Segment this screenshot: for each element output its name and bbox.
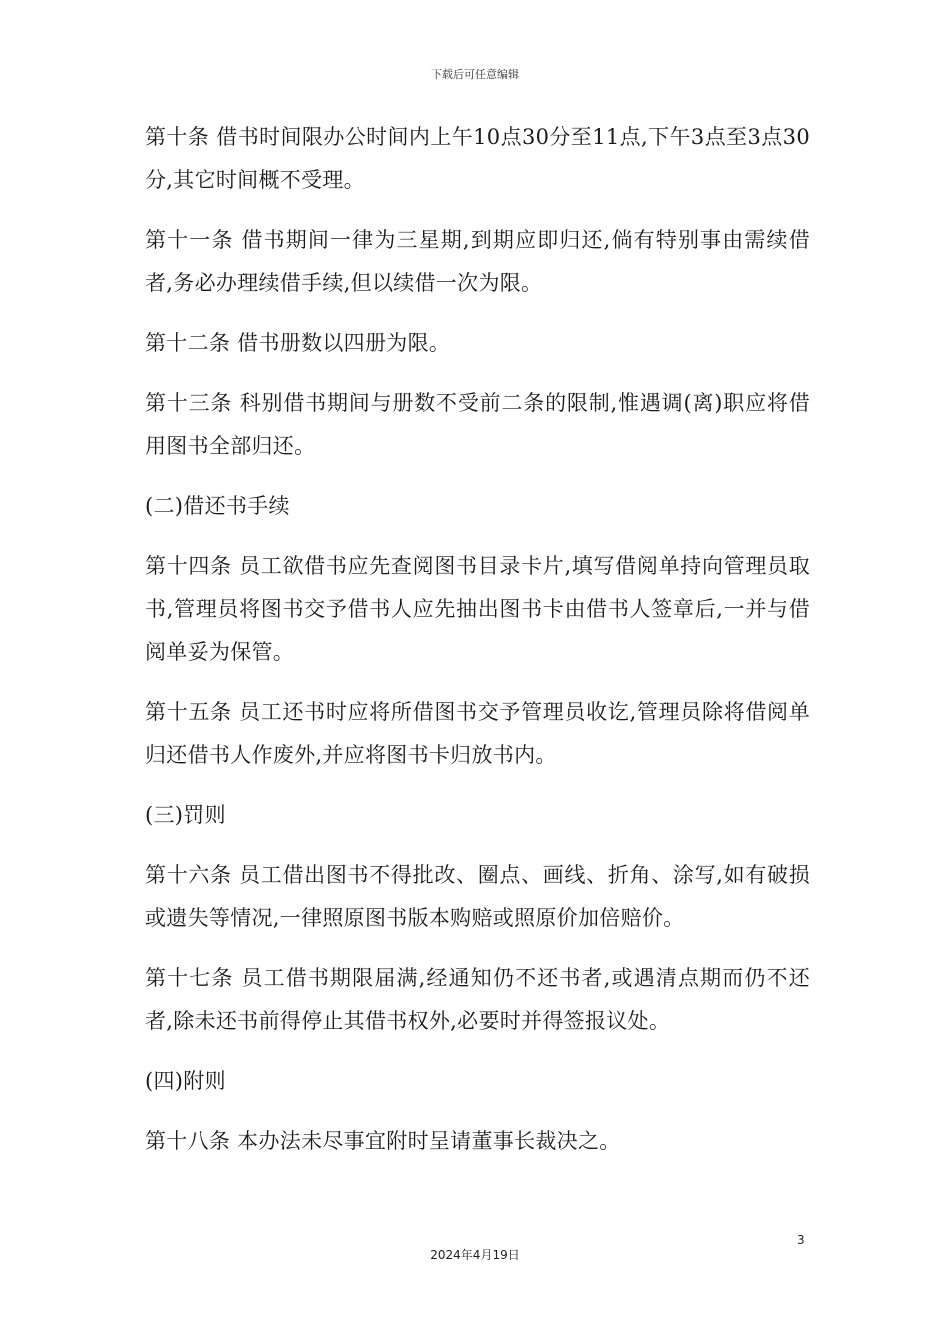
- section-heading-penalties: (三)罚则: [145, 803, 226, 827]
- article-14: 第十四条 员工欲借书应先查阅图书目录卡片,填写借阅单持向管理员取书,管理员将图书交予借书人应先抽出图书卡由借书人签章后,一并与借阅单妥为保管。: [145, 554, 810, 664]
- article-18: 第十八条 本办法未尽事宜附时呈请董事长裁决之。: [145, 1129, 621, 1153]
- article-13: 第十三条 科别借书期间与册数不受前二条的限制,惟遇调(离)职应将借用图书全部归还。: [145, 391, 810, 458]
- article-15: 第十五条 员工还书时应将所借图书交予管理员收讫,管理员除将借阅单归还借书人作废外,并应将图书卡归放书内。: [145, 700, 810, 767]
- article-10: 第十条 借书时间限办公时间内上午10点30分至11点,下午3点至3点30分,其它时间概不受理。: [145, 125, 810, 192]
- article-12: 第十二条 借书册数以四册为限。: [145, 331, 451, 355]
- section-heading-borrow-return: (二)借还书手续: [145, 494, 290, 518]
- article-17: 第十七条 员工借书期限届满,经通知仍不还书者,或遇清点期而仍不还者,除未还书前得停止其借书权外,必要时并得签报议处。: [145, 966, 810, 1033]
- document-body: [145, 116, 810, 1180]
- footer-date: 2024年4月19日: [430, 1248, 520, 1262]
- page-header: 下载后可任意编辑: [431, 68, 519, 81]
- article-16: 第十六条 员工借出图书不得批改、圈点、画线、折角、涂写,如有破损或遗失等情况,一律照原图书版本购赔或照原价加倍赔价。: [145, 863, 810, 930]
- article-11: 第十一条 借书期间一律为三星期,到期应即归还,倘有特别事由需续借者,务必办理续借手续,但以续借一次为限。: [145, 228, 810, 295]
- page-number: 3: [797, 1233, 805, 1247]
- section-heading-supplementary: (四)附则: [145, 1069, 226, 1093]
